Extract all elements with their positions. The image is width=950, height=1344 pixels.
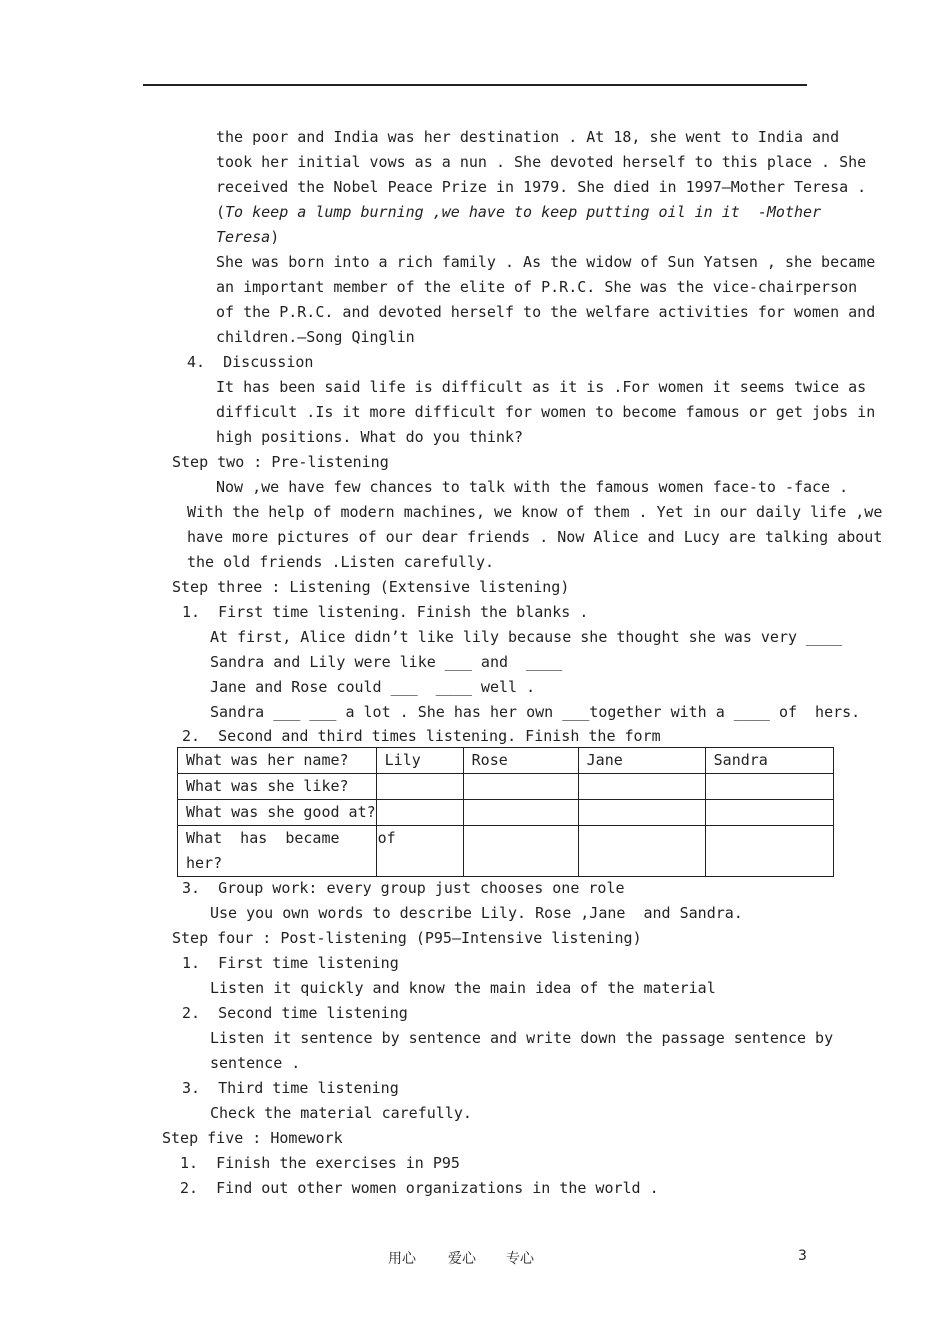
footer-motto-mid: 爱心	[448, 1251, 476, 1267]
first-listening-item: 1. First time listening. Finish the blanks .	[182, 603, 589, 621]
post-listening-line: Listen it quickly and know the main idea of the material	[210, 979, 716, 997]
footer-motto-left: 用心	[388, 1251, 416, 1267]
table-cell: Rose	[463, 748, 578, 774]
post-listening-item: 1. First time listening	[182, 954, 399, 972]
table-cell	[463, 800, 578, 826]
listening-form-table	[177, 747, 834, 877]
group-work-item: 3. Group work: every group just chooses one role	[182, 879, 625, 897]
table-cell	[376, 774, 463, 800]
table-cell	[376, 800, 463, 826]
table-cell: What was she good at?	[178, 800, 377, 826]
blank-line-1: At first, Alice didn’t like lily because she thought she was very ____	[210, 628, 843, 646]
post-listening-line: Listen it sentence by sentence and write down the passage sentence by	[210, 1029, 834, 1047]
song-line-1: She was born into a rich family . As the widow of Sun Yatsen , she became	[216, 253, 876, 271]
discussion-line-3: high positions. What do you think?	[216, 428, 524, 446]
table-cell	[463, 774, 578, 800]
step-four-heading: Step four : Post-listening (P95—Intensive listening)	[172, 929, 642, 947]
song-line-4: children.—Song Qinglin	[216, 328, 415, 346]
post-listening-item: 2. Second time listening	[182, 1004, 408, 1022]
pre-listening-line-2: With the help of modern machines, we know of them . Yet in our daily life ,we	[187, 503, 883, 521]
table-cell: What has became her?	[178, 826, 377, 877]
table-row	[178, 826, 834, 877]
table-cell: Sandra	[705, 748, 833, 774]
second-listening-item: 2. Second and third times listening. Finish the form	[182, 727, 661, 745]
discussion-line-2: difficult .Is it more difficult for women to become famous or get jobs in	[216, 403, 876, 421]
post-listening-item: 3. Third time listening	[182, 1079, 399, 1097]
table-cell	[705, 826, 833, 877]
blank-line-2: Sandra and Lily were like ___ and ____	[210, 653, 563, 671]
table-cell: Jane	[578, 748, 705, 774]
table-cell	[705, 774, 833, 800]
table-cell: What was her name?	[178, 748, 377, 774]
discussion-heading: 4. Discussion	[187, 353, 314, 371]
step-five-heading: Step five : Homework	[162, 1129, 343, 1147]
blank-line-3: Jane and Rose could ___ ____ well .	[210, 678, 536, 696]
pre-listening-line-3: have more pictures of our dear friends . Now Alice and Lucy are talking about	[187, 528, 883, 546]
table-cell: What was she like?	[178, 774, 377, 800]
song-line-2: an important member of the elite of P.R.C. She was the vice-chairperson	[216, 278, 858, 296]
quote-line-2: Teresa)	[216, 228, 280, 246]
homework-item: 2. Find out other women organizations in the world .	[180, 1179, 659, 1197]
step-three-heading: Step three : Listening (Extensive listening)	[172, 578, 570, 596]
table-row	[178, 800, 834, 826]
teresa-line-1: the poor and India was her destination . At 18, she went to India and	[216, 128, 840, 146]
song-line-3: of the P.R.C. and devoted herself to the welfare activities for women and	[216, 303, 876, 321]
step-two-heading: Step two : Pre-listening	[172, 453, 389, 471]
table-cell	[578, 774, 705, 800]
pre-listening-line-1: Now ,we have few chances to talk with the famous women face-to -face .	[216, 478, 849, 496]
quote-line: (To keep a lump burning ,we have to keep putting oil in it -Mother	[216, 203, 822, 221]
post-listening-line: Check the material carefully.	[210, 1104, 472, 1122]
blank-line-4: Sandra ___ ___ a lot . She has her own ___together with a ____ of hers.	[210, 703, 861, 721]
table-cell	[463, 826, 578, 877]
teresa-line-2: took her initial vows as a nun . She devoted herself to this place . She	[216, 153, 867, 171]
footer-motto-right: 专心	[506, 1251, 534, 1267]
homework-item: 1. Finish the exercises in P95	[180, 1154, 460, 1172]
header-rule	[143, 84, 807, 86]
table-cell: of	[376, 826, 463, 877]
group-work-description: Use you own words to describe Lily. Rose ,Jane and Sandra.	[210, 904, 743, 922]
table-row	[178, 774, 834, 800]
discussion-line-1: It has been said life is difficult as it is .For women it seems twice as	[216, 378, 867, 396]
table-cell: Lily	[376, 748, 463, 774]
post-listening-line: sentence .	[210, 1054, 301, 1072]
table-cell	[578, 826, 705, 877]
teresa-line-3: received the Nobel Peace Prize in 1979. She died in 1997—Mother Teresa .	[216, 178, 867, 196]
page-number: 3	[798, 1248, 807, 1264]
table-row	[178, 748, 834, 774]
table-cell	[705, 800, 833, 826]
table-cell	[578, 800, 705, 826]
pre-listening-line-4: the old friends .Listen carefully.	[187, 553, 495, 571]
